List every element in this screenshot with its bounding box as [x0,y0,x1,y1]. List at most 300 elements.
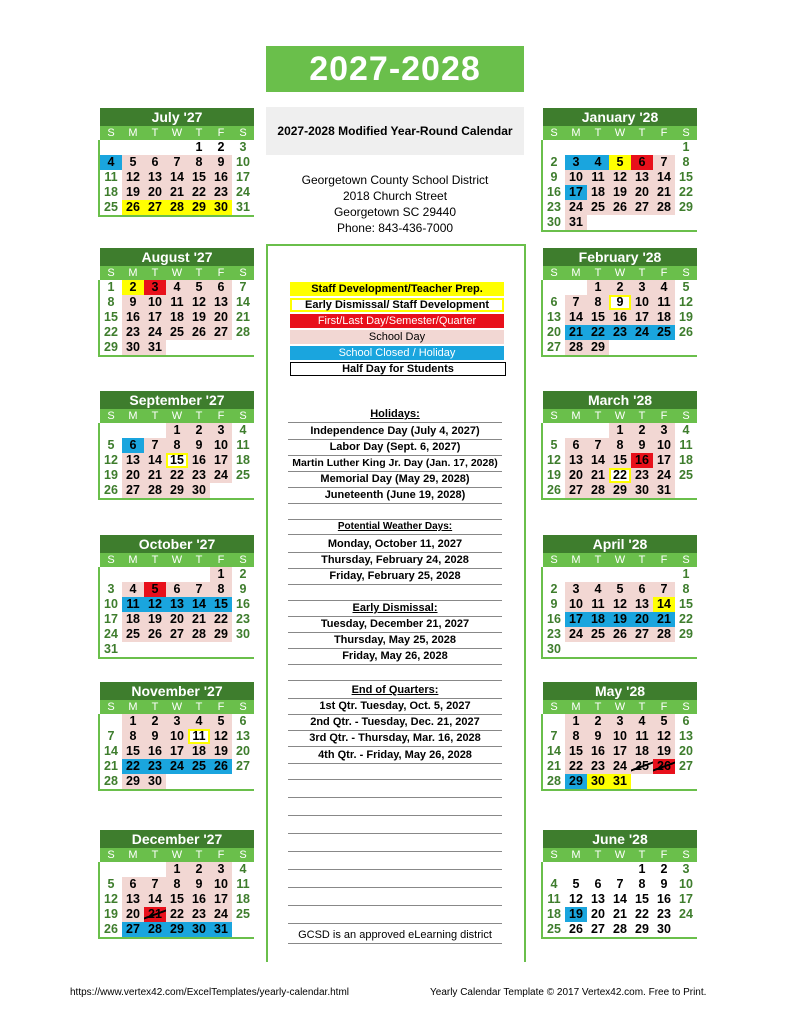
day-cell: 13 [631,597,653,612]
day-cell: 2 [188,862,210,877]
day-cell: 20 [236,744,250,758]
empty-cell [631,140,653,155]
weekday-label: S [107,127,115,139]
day-cell: 23 [210,185,232,200]
day-cell: 22 [587,325,609,340]
day-cell: 30 [657,922,671,936]
day-cell: 21 [587,468,609,483]
day-cell: 31 [210,922,232,937]
day-grid [541,567,697,659]
day-cell: 21 [613,907,627,921]
day-cell: 10 [565,170,587,185]
day-cell: 13 [565,453,587,468]
day-cell: 20 [631,185,653,200]
weekday-label: W [171,267,183,279]
day-cell: 6 [631,155,653,170]
day-cell: 7 [653,155,675,170]
weekday-label: S [550,267,558,279]
day-cell: 19 [122,185,144,200]
day-cell: 2 [587,714,609,729]
day-grid [98,140,254,217]
day-cell: 13 [166,597,188,612]
weekday-label: W [171,127,183,139]
day-grid [541,862,697,939]
day-cell: 23 [657,907,671,921]
day-cell: 1 [682,140,690,154]
weather-item: Monday, October 11, 2027 [288,537,502,553]
empty-cell [565,280,587,295]
empty-cell [609,862,631,877]
day-cell: 18 [104,185,118,199]
day-cell: 9 [188,877,210,892]
day-cell: 18 [166,310,188,325]
weekday-label: F [660,410,668,422]
day-cell: 4 [100,155,122,170]
weekday-label: F [660,267,668,279]
day-cell: 18 [587,185,609,200]
empty-cell [122,423,144,438]
weekday-label: S [550,410,558,422]
month-title: August '27 [100,248,254,266]
day-cell: 16 [144,744,166,759]
day-cell: 31 [565,215,587,230]
day-cell: 1 [609,423,631,438]
day-cell: 8 [587,295,609,310]
day-cell: 21 [547,759,561,773]
day-cell: 4 [631,714,653,729]
day-cell: 22 [635,907,649,921]
day-cell: 28 [547,774,561,788]
day-cell: 5 [122,155,144,170]
day-cell: 15 [565,744,587,759]
day-cell: 14 [166,170,188,185]
day-cell: 6 [122,877,144,892]
day-cell: 10 [565,597,587,612]
day-cell: 22 [609,468,631,483]
day-cell: 14 [587,453,609,468]
empty-cell [653,567,675,582]
day-cell: 10 [236,155,250,169]
day-cell: 2 [144,714,166,729]
weekday-label: S [239,127,247,139]
district-phone: Phone: 843-436-7000 [336,221,454,235]
day-cell: 19 [653,744,675,759]
day-cell: 29 [166,483,188,498]
day-cell: 26 [609,200,631,215]
day-cell: 13 [591,892,605,906]
weekday-label: F [660,849,668,861]
weekday-label: W [614,127,626,139]
day-cell: 2 [660,862,668,876]
day-cell: 4 [239,423,247,437]
day-cell: 25 [236,907,250,921]
blank-line [288,782,502,798]
day-cell: 4 [239,862,247,876]
weekday-label: W [614,701,626,713]
empty-cell [543,714,565,729]
day-cell: 12 [679,295,693,309]
day-cell: 12 [122,170,144,185]
day-cell: 26 [104,922,118,936]
day-cell: 19 [679,310,693,324]
day-grid [541,140,697,232]
day-cell: 25 [587,200,609,215]
day-cell: 1 [166,423,188,438]
day-cell: 27 [144,200,166,215]
day-cell: 20 [210,310,232,325]
day-cell: 13 [236,729,250,743]
month-calendar [543,535,697,659]
weather-item: Friday, February 25, 2028 [288,569,502,585]
day-cell: 31 [609,774,631,789]
day-cell: 25 [188,759,210,774]
empty-cell [166,567,188,582]
day-cell: 26 [104,483,118,497]
day-cell: 11 [653,295,675,310]
elearning-note: GCSD is an approved eLearning district [288,928,502,944]
day-cell: 16 [236,597,250,611]
day-cell: 3 [565,155,587,170]
day-cell: 22 [565,759,587,774]
empty-cell [122,140,144,155]
weekday-label: T [638,701,646,713]
day-cell: 15 [609,453,631,468]
day-cell: 21 [188,612,210,627]
day-cell: 29 [210,627,232,642]
weekday-label: S [107,410,115,422]
weekday-label: T [594,701,602,713]
weekday-label: T [195,554,203,566]
day-cell: 23 [609,325,631,340]
day-cell: 30 [144,774,166,789]
weekday-label: S [682,410,690,422]
early-dismissal-heading: Early Dismissal: [288,601,502,617]
empty-cell [587,862,609,877]
day-cell: 10 [166,729,188,744]
day-cell: 14 [188,597,210,612]
empty-cell [543,280,565,295]
day-cell: 4 [550,877,558,891]
day-cell: 22 [210,612,232,627]
day-grid [541,423,697,500]
empty-cell [166,140,188,155]
month-title: April '28 [543,535,697,553]
legend-staff: Staff Development/Teacher Prep. [290,282,504,296]
weekday-label: S [239,267,247,279]
empty-cell [609,140,631,155]
weekday-label: W [171,849,183,861]
day-cell: 11 [547,892,561,906]
day-cell: 7 [616,877,624,891]
blank-line [288,890,502,906]
weekday-label: S [239,701,247,713]
day-cell: 26 [122,200,144,215]
month-calendar [100,682,254,791]
weekday-label: M [571,127,581,139]
day-cell: 7 [587,438,609,453]
empty-cell [543,862,565,877]
day-cell: 15 [166,892,188,907]
day-cell: 8 [166,438,188,453]
day-cell: 13 [210,295,232,310]
day-cell: 4 [188,714,210,729]
day-cell: 19 [565,907,587,922]
empty-cell [100,714,122,729]
day-cell: 8 [682,155,690,169]
blank-line [288,764,502,780]
day-cell: 16 [609,310,631,325]
day-cell: 2 [550,155,558,169]
empty-cell [122,862,144,877]
weekday-label: T [594,554,602,566]
month-calendar [543,830,697,939]
month-title: October '27 [100,535,254,553]
day-cell: 19 [188,310,210,325]
day-cell: 16 [631,453,653,468]
weekday-label: T [195,701,203,713]
day-cell: 29 [609,483,631,498]
day-cell: 17 [144,310,166,325]
day-cell: 28 [104,774,118,788]
day-cell: 20 [679,744,693,758]
day-cell: 4 [587,582,609,597]
day-cell: 28 [236,325,250,339]
day-cell: 3 [107,582,115,596]
day-cell: 15 [679,597,693,611]
quarter-item: 1st Qtr. Tuesday, Oct. 5, 2027 [288,699,502,715]
holiday-item: Independence Day (July 4, 2027) [288,424,502,440]
day-cell: 23 [587,759,609,774]
weekday-label: S [682,267,690,279]
day-grid [98,567,254,659]
day-cell: 31 [653,483,675,498]
day-cell: 2 [188,423,210,438]
day-cell: 23 [631,468,653,483]
day-cell: 17 [631,310,653,325]
day-cell: 9 [550,170,558,184]
day-cell: 16 [188,453,210,468]
day-cell: 10 [609,729,631,744]
blank-line [288,854,502,870]
legend-first-last: First/Last Day/Semester/Quarter [290,314,504,328]
weekday-label: M [128,554,138,566]
day-cell: 21 [144,468,166,483]
day-cell: 25 [679,468,693,482]
day-cell: 8 [609,438,631,453]
day-cell: 25 [236,468,250,482]
weekday-label: S [107,701,115,713]
day-cell: 24 [609,759,631,774]
weekday-header [543,553,697,567]
day-cell: 28 [587,483,609,498]
day-cell: 5 [550,438,558,452]
day-cell: 13 [631,170,653,185]
day-cell: 24 [565,200,587,215]
day-cell: 18 [587,612,609,627]
day-cell: 15 [188,170,210,185]
weekday-label: F [217,410,225,422]
day-cell: 8 [166,877,188,892]
empty-cell [587,567,609,582]
day-cell: 8 [107,295,115,309]
day-cell: 16 [210,170,232,185]
day-cell: 26 [547,483,561,497]
day-cell: 29 [679,627,693,641]
day-cell: 19 [104,468,118,482]
weekday-label: T [195,410,203,422]
month-title: March '28 [543,391,697,409]
empty-cell [144,567,166,582]
day-cell: 15 [210,597,232,612]
day-cell: 17 [236,170,250,184]
weekday-header [100,126,254,140]
day-cell: 14 [144,453,166,468]
day-cell: 28 [166,200,188,215]
blank-line [288,585,502,601]
day-cell: 29 [166,922,188,937]
month-calendar [100,108,254,217]
district-name: Georgetown County School District [301,173,489,187]
day-cell: 5 [682,280,690,294]
weekday-label: T [151,127,159,139]
weekday-label: T [638,554,646,566]
day-cell: 7 [188,582,210,597]
day-cell: 7 [653,582,675,597]
month-title: May '28 [543,682,697,700]
day-cell: 18 [188,744,210,759]
weekday-label: F [660,554,668,566]
day-cell: 29 [188,200,210,215]
day-cell: 3 [682,862,690,876]
day-cell: 9 [122,295,144,310]
day-cell: 26 [569,922,583,936]
day-cell: 15 [104,310,118,324]
day-cell: 8 [122,729,144,744]
day-cell: 1 [565,714,587,729]
day-cell: 27 [166,627,188,642]
legend-half-day: Half Day for Students [290,362,506,376]
weekday-label: T [638,127,646,139]
month-calendar [100,391,254,500]
weekday-label: W [614,410,626,422]
day-cell: 9 [239,582,247,596]
day-cell: 10 [210,438,232,453]
day-cell: 6 [565,438,587,453]
empty-cell [631,567,653,582]
day-cell: 17 [104,612,118,626]
early-dismissal-item: Tuesday, December 21, 2027 [288,617,502,633]
day-cell: 12 [104,453,118,467]
day-cell: 1 [210,567,232,582]
weekday-label: M [128,849,138,861]
day-cell: 22 [104,325,118,339]
day-cell: 11 [166,295,188,310]
day-cell: 5 [107,877,115,891]
day-cell: 4 [166,280,188,295]
weekday-label: T [151,554,159,566]
day-cell: 7 [565,295,587,310]
day-cell: 8 [638,877,646,891]
weekday-label: W [614,554,626,566]
day-cell: 28 [653,200,675,215]
day-cell: 31 [104,642,118,656]
day-cell: 8 [188,155,210,170]
holiday-item: Memorial Day (May 29, 2028) [288,472,502,488]
day-cell: 10 [679,877,693,891]
weekday-label: S [682,127,690,139]
day-cell: 19 [609,185,631,200]
weekday-header [100,848,254,862]
day-cell: 17 [679,892,693,906]
weekday-label: T [594,410,602,422]
day-cell: 23 [547,627,561,641]
weekday-label: S [550,849,558,861]
day-cell: 25 [653,325,675,340]
day-cell: 13 [679,729,693,743]
day-cell: 19 [104,907,118,921]
legend-school-day: School Day [290,330,504,344]
weekday-label: T [195,267,203,279]
weekday-label: M [571,554,581,566]
weekday-label: S [550,127,558,139]
holiday-item: Juneteenth (June 19, 2028) [288,488,502,504]
day-cell: 14 [104,744,118,758]
day-cell: 17 [609,744,631,759]
day-cell: 20 [631,612,653,627]
day-cell: 28 [188,627,210,642]
calendar-title: 2027-2028 Modified Year-Round Calendar [266,107,524,155]
day-cell: 21 [653,612,675,627]
empty-cell [565,862,587,877]
day-cell: 18 [679,453,693,467]
day-cell: 24 [565,627,587,642]
day-cell: 8 [210,582,232,597]
empty-cell [565,140,587,155]
weather-item: Thursday, February 24, 2028 [288,553,502,569]
month-calendar [543,108,697,232]
empty-cell [144,140,166,155]
weekday-header [100,409,254,423]
year-title-banner: 2027-2028 [266,46,524,92]
day-cell: 5 [210,714,232,729]
day-cell: 6 [122,438,144,453]
month-calendar [100,830,254,939]
day-cell: 26 [609,627,631,642]
early-dismissal-item: Friday, May 26, 2028 [288,649,502,665]
weekday-header [543,266,697,280]
weekday-label: F [217,127,225,139]
holiday-item: Labor Day (Sept. 6, 2027) [288,440,502,456]
day-cell: 5 [188,280,210,295]
day-cell: 17 [166,744,188,759]
day-cell: 9 [188,438,210,453]
day-cell: 12 [104,892,118,906]
weekday-label: M [128,267,138,279]
day-cell: 26 [679,325,693,339]
day-cell: 11 [122,597,144,612]
day-cell: 23 [547,200,561,214]
day-cell: 16 [657,892,671,906]
day-cell: 17 [565,185,587,200]
quarter-item: 4th Qtr. - Friday, May 26, 2028 [288,748,502,764]
day-cell: 3 [565,582,587,597]
day-cell: 4 [653,280,675,295]
day-cell: 24 [144,325,166,340]
weekday-label: T [151,267,159,279]
empty-cell [543,567,565,582]
day-cell: 21 [653,185,675,200]
day-cell: 7 [550,729,558,743]
